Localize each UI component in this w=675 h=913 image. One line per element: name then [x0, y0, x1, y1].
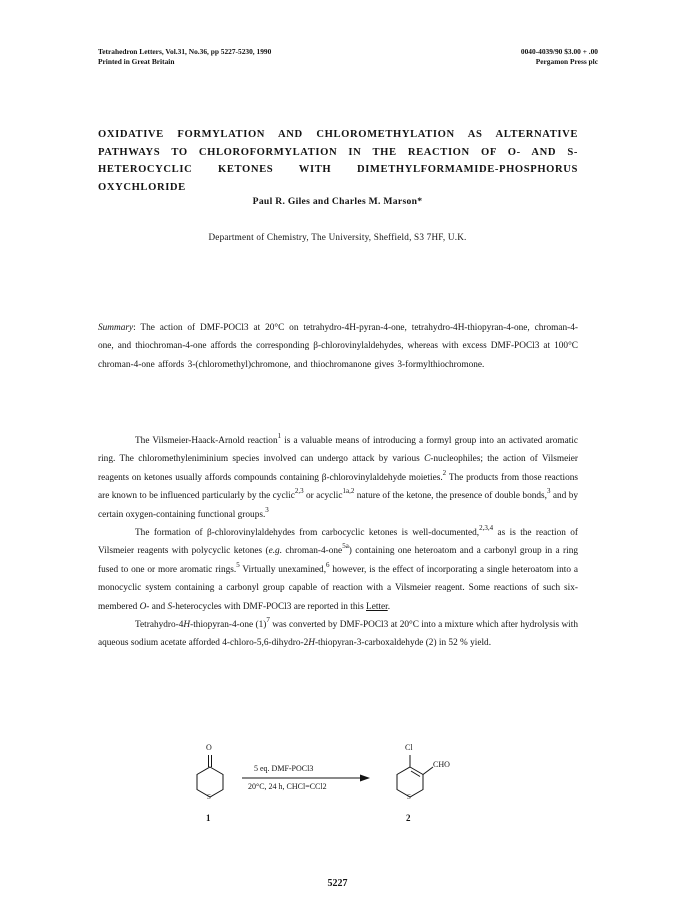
body-text: [98, 432, 578, 653]
text-run: is a valuable means of introducing a formyl group into an activated aromatic ring. The chloromethyleniminium species involved can undergo attack by various: [98, 436, 578, 465]
italic-text: C: [424, 454, 431, 465]
issn-price-line: 0040-4039/90 $3.00 + .00: [520, 47, 598, 56]
reference-marker: 2,3,4: [479, 524, 494, 533]
italic-text: H: [183, 620, 191, 631]
text-run: The products from those reactions are known to be influenced particularly by the cyclic: [98, 472, 578, 502]
affiliation: Department of Chemistry, The University, Sheffield, S3 7HF, U.K.: [208, 232, 467, 242]
text-run: Virtually unexamined,: [239, 564, 327, 575]
underlined-text: Letter: [366, 601, 388, 612]
reference-marker: 3: [546, 487, 551, 496]
reagent-conditions: 5 eq. DMF-POCl3: [254, 764, 314, 773]
text-run: -thiopyran-4-one (1): [190, 620, 267, 631]
text-run: The formation of β-chlorovinylaldehydes from carbocyclic ketones is well-documented,: [135, 528, 480, 539]
text-run: ) containing one heteroatom and a carbonyl group in a ring fused to one or more aromatic rings.: [98, 546, 579, 575]
article-title: OXIDATIVE FORMYLATION AND CHLOROMETHYLATION AS ALTERNATIVE PATHWAYS TO CHLOROFORMYLATION IN THE REACTION OF O- AND S-HETEROCYCLIC KETONES WITH DIMETHYLFORMAMIDE-PHOSPHORUS OXYCHLORIDE: [98, 129, 578, 193]
page-number: 5227: [327, 878, 348, 889]
reference-marker: 5a: [342, 542, 349, 551]
text-run: Tetrahydro-4: [135, 620, 184, 631]
reference-marker: 6: [326, 560, 330, 569]
reference-marker: 2,3: [294, 487, 304, 496]
paragraph-1: [98, 432, 578, 524]
text-run: -heterocycles with DMF-POCl3 are reported in this: [172, 601, 367, 612]
text-run: -thiopyran-3-carboxaldehyde (2) in 52 % yield.: [314, 638, 492, 649]
reaction-conditions: 20°C, 24 h, CHCl=CCl2: [248, 782, 327, 791]
text-run: .: [387, 601, 391, 612]
authors: Paul R. Giles and Charles M. Marson*: [252, 196, 423, 207]
publisher-info: [521, 47, 598, 67]
summary: [98, 319, 578, 374]
reaction-structures: [190, 743, 470, 828]
text-run: and by certain oxygen-containing functional groups.: [98, 491, 578, 520]
italic-text: O: [139, 601, 147, 612]
text-run: -nucleophiles; the action of Vilsmeier reagents on ketones usually affords compounds containing β-chlorovinylaldehyde moieties.: [98, 454, 578, 483]
text-run: chroman-4-one: [282, 546, 343, 557]
reference-marker: 3: [265, 505, 269, 514]
summary-text: : The action of DMF-POCl3 at 20°C on tetrahydro-4H-pyran-4-one, tetrahydro-4H-thiopyran-4-one, chroman-4-one, and thiochroman-4-one affords the corresponding β-chlorovinylaldehydes, whereas with excess DMF-POCl3 at 100°C chroman-4-one affords 3-(chloromethyl)chromone, and thiochromanone gives 3-formylthiochromone.: [98, 323, 578, 370]
italic-text: e.g.: [268, 546, 283, 557]
citation-line: Tetrahedron Letters, Vol.31, No.36, pp 5227-5230, 1990: [98, 47, 272, 56]
summary-label: Summary: [98, 323, 134, 333]
printed-in-line: Printed in Great Britain: [98, 57, 175, 66]
text-run: as is the reaction of Vilsmeier reagents with polycyclic ketones (: [98, 528, 578, 557]
publisher-line: Pergamon Press plc: [535, 57, 598, 66]
text-run: nature of the ketone, the presence of double bonds,: [354, 491, 547, 502]
paragraph-2: [98, 524, 578, 616]
compound-label-2: 2: [406, 813, 411, 823]
reaction-scheme: [190, 743, 470, 828]
reference-marker: 2: [442, 468, 447, 477]
aldehyde-group: CHO: [433, 760, 450, 769]
text-run: The Vilsmeier-Haack-Arnold reaction: [135, 436, 278, 446]
sulfur-atom: S: [207, 793, 211, 801]
text-run: was converted by DMF-POCl3 at 20°C into a mixture which after hydrolysis with aqueous sodium acetate afforded 4-chloro-5,6-dihydro-2: [98, 620, 578, 649]
text-run: however, is the effect of incorporating a single heteroatom into a monocyclic system containing a carbonyl group capable of reaction with a Vilsmeier reagent. Some reactions of such six-membered: [98, 564, 579, 612]
oxygen-atom: O: [206, 743, 212, 752]
compound-label-1: 1: [206, 813, 211, 823]
italic-text: H: [308, 638, 315, 649]
reference-marker: 5: [236, 560, 240, 569]
italic-text: S: [167, 601, 173, 612]
journal-citation: [98, 47, 271, 67]
reference-marker: 1: [277, 432, 282, 440]
sulfur-atom: S: [407, 793, 411, 801]
arrow-head: [360, 775, 370, 782]
text-run: or acyclic: [303, 491, 343, 502]
reference-marker: 1a,2: [342, 487, 355, 496]
text-run: - and: [146, 601, 168, 612]
paragraph-3: [98, 616, 578, 653]
chlorine-atom: Cl: [405, 743, 413, 752]
reference-marker: 7: [266, 616, 270, 625]
aldehyde-bond: [423, 767, 433, 775]
